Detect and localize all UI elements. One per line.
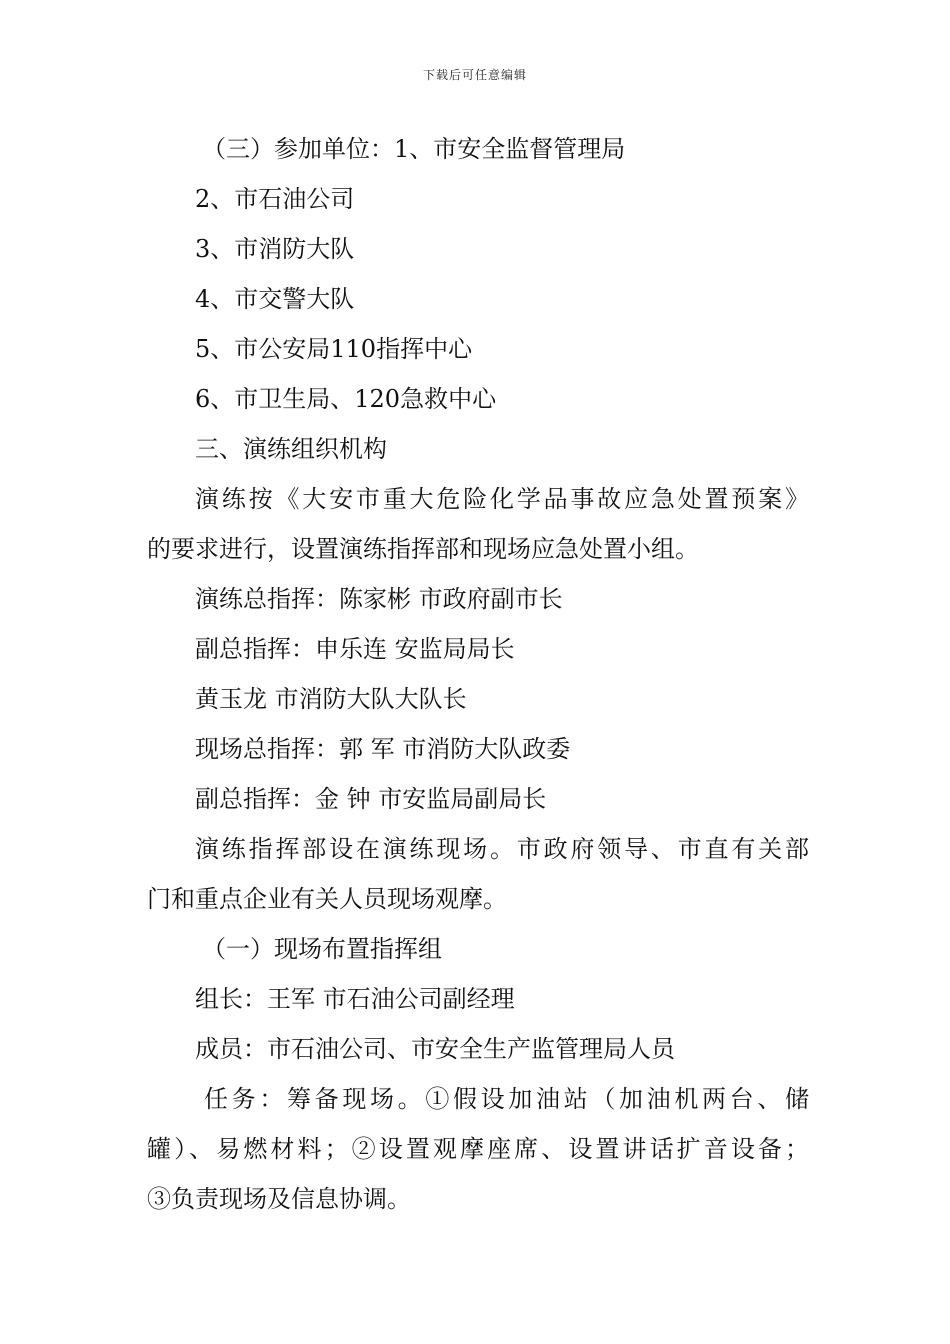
document-body: [147, 124, 809, 1224]
text-line: 组长：王军 市石油公司副经理: [195, 985, 515, 1013]
paragraph-line: 的要求进行，设置演练指挥部和现场应急处置小组。: [147, 535, 699, 563]
paragraph-line: 演练指挥部设在演练现场。市政府领导、市直有关部: [195, 835, 809, 863]
text-line: 3、市消防大队: [195, 235, 355, 263]
subsection-heading: （一）现场布置指挥组: [202, 935, 442, 963]
text-line: （三）参加单位：1、市安全监督管理局: [202, 135, 626, 163]
paragraph-line: 任务：筹备现场。①假设加油站（加油机两台、储: [204, 1085, 809, 1113]
paragraph-line: ③负责现场及信息协调。: [147, 1185, 411, 1213]
text-line: 黄玉龙 市消防大队大队长: [195, 685, 467, 713]
text-line: 演练总指挥：陈家彬 市政府副市长: [195, 585, 563, 613]
text-line: 现场总指挥：郭 军 市消防大队政委: [195, 735, 571, 763]
section-heading: 三、演练组织机构: [195, 435, 387, 463]
paragraph-line: 演练按《大安市重大危险化学品事故应急处置预案》: [195, 485, 809, 513]
text-line: 2、市石油公司: [195, 185, 355, 213]
text-line: 4、市交警大队: [195, 285, 355, 313]
paragraph-line: 门和重点企业有关人员现场观摩。: [147, 885, 507, 913]
text-line: 副总指挥：金 钟 市安监局副局长: [195, 785, 547, 813]
paragraph-line: 罐）、易燃材料；②设置观摩座席、设置讲话扩音设备；: [147, 1135, 809, 1163]
text-line: 成员：市石油公司、市安全生产监管理局人员: [195, 1035, 675, 1063]
text-line: 5、市公安局110指挥中心: [195, 335, 473, 363]
text-line: 6、市卫生局、120急救中心: [195, 385, 497, 413]
text-line: 副总指挥：申乐连 安监局局长: [195, 635, 515, 663]
page-header-note: 下载后可任意编辑: [422, 68, 527, 82]
